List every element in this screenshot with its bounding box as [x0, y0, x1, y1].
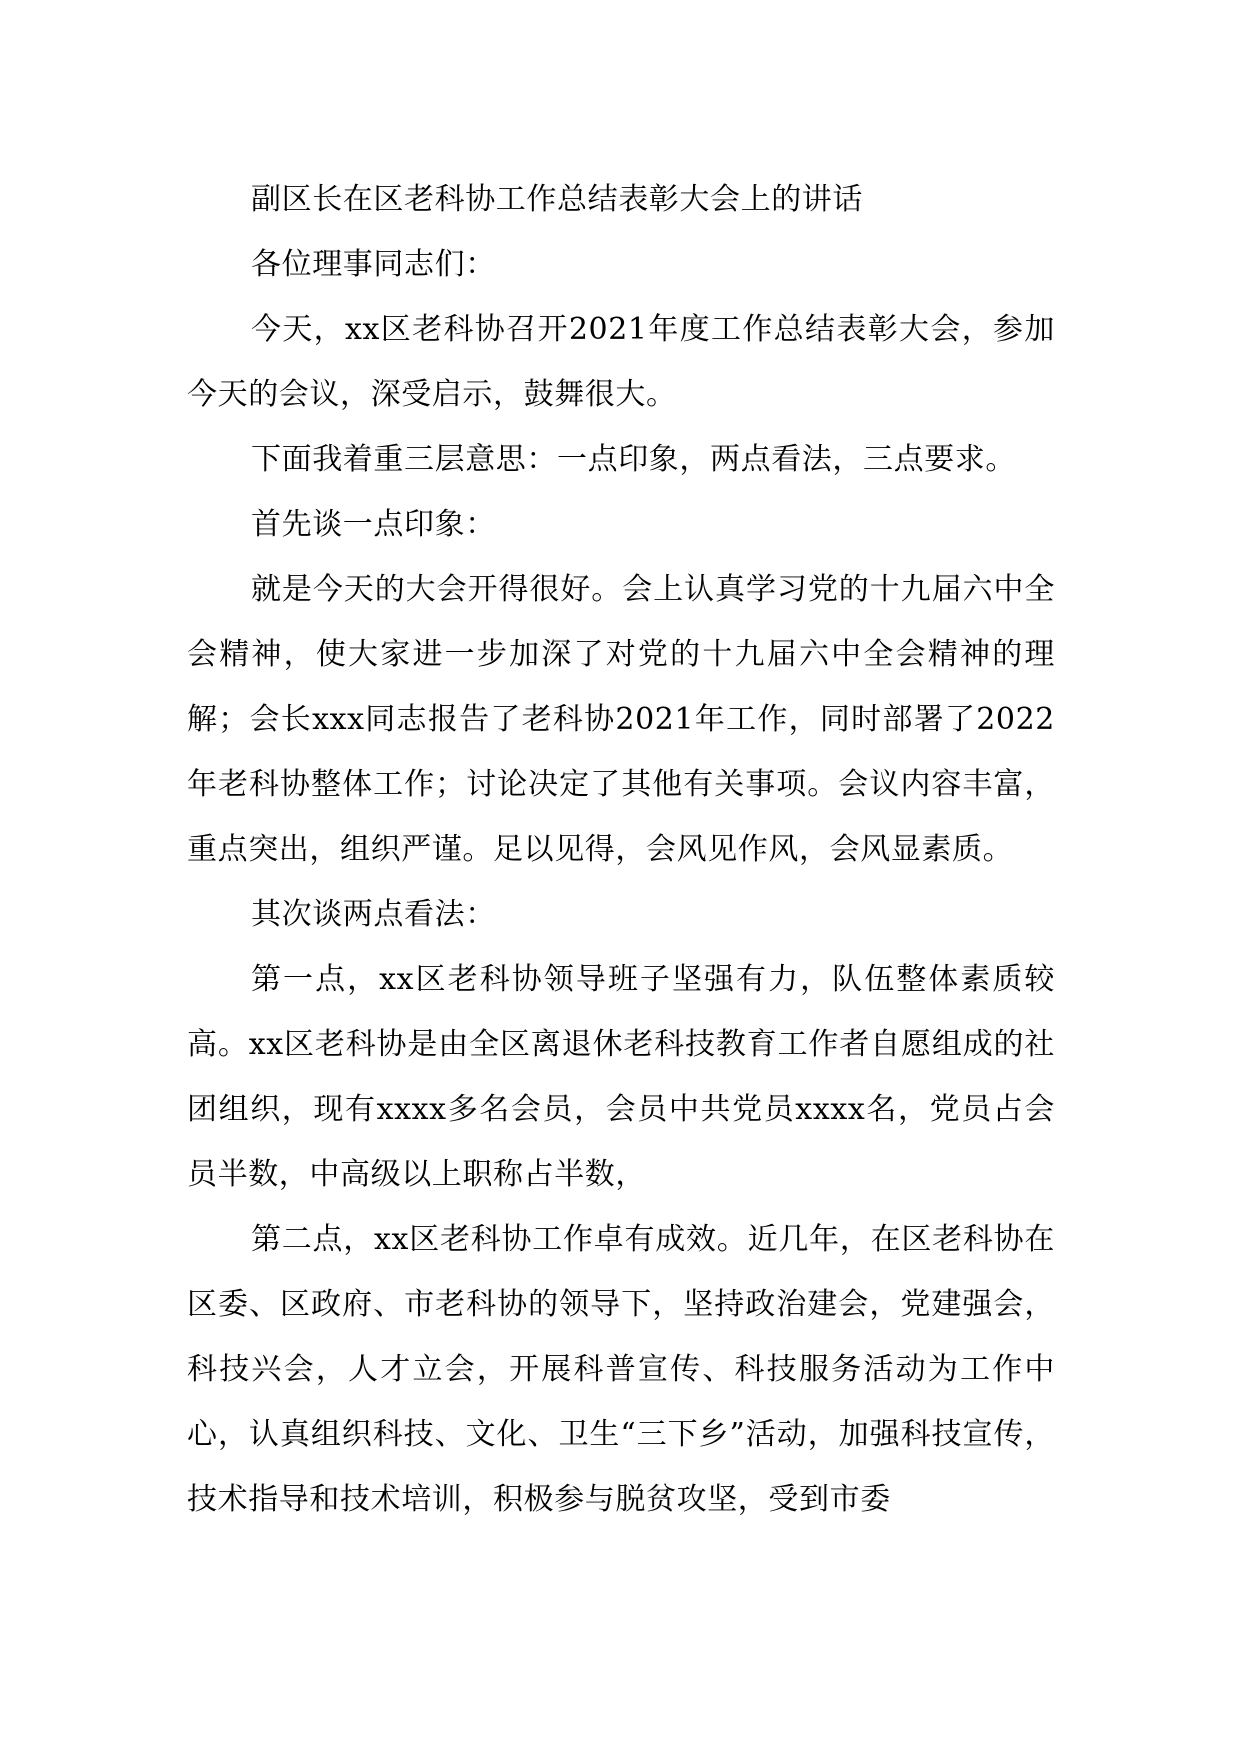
section-heading-views: 其次谈两点看法：	[251, 897, 496, 932]
paragraph-outline: 下面我着重三层意思：一点印象，两点看法，三点要求。	[251, 442, 1016, 477]
salutation: 各位理事同志们：	[251, 247, 496, 282]
paragraph-opening: 今天，xx区老科协召开2021年度工作总结表彰大会，参加今天的会议，深受启示，鼓舞很大。	[187, 312, 1055, 412]
paragraph-point-one: 第一点，xx区老科协领导班子坚强有力，队伍整体素质较高。xx区老科协是由全区离退休老科技教育工作者自愿组成的社团组织，现有xxxx多名会员，会员中共党员xxxx名，党员占会员半数，中高级以上职称占半数，	[187, 962, 1055, 1192]
paragraph-point-two: 第二点，xx区老科协工作卓有成效。近几年，在区老科协在区委、区政府、市老科协的领导下，坚持政治建会，党建强会，科技兴会，人才立会，开展科普宣传、科技服务活动为工作中心，认真组织科技、文化、卫生“三下乡”活动，加强科技宣传，技术指导和技术培训，积极参与脱贫攻坚，受到市委	[187, 1222, 1055, 1517]
document-body	[187, 167, 1055, 1532]
document-title: 副区长在区老科协工作总结表彰大会上的讲话	[251, 182, 863, 217]
paragraph-impression: 就是今天的大会开得很好。会上认真学习党的十九届六中全会精神，使大家进一步加深了对党的十九届六中全会精神的理解；会长xxx同志报告了老科协2021年工作，同时部署了2022年老科协整体工作；讨论决定了其他有关事项。会议内容丰富，重点突出，组织严谨。足以见得，会风见作风，会风显素质。	[187, 572, 1055, 867]
section-heading-impression: 首先谈一点印象：	[251, 507, 496, 542]
